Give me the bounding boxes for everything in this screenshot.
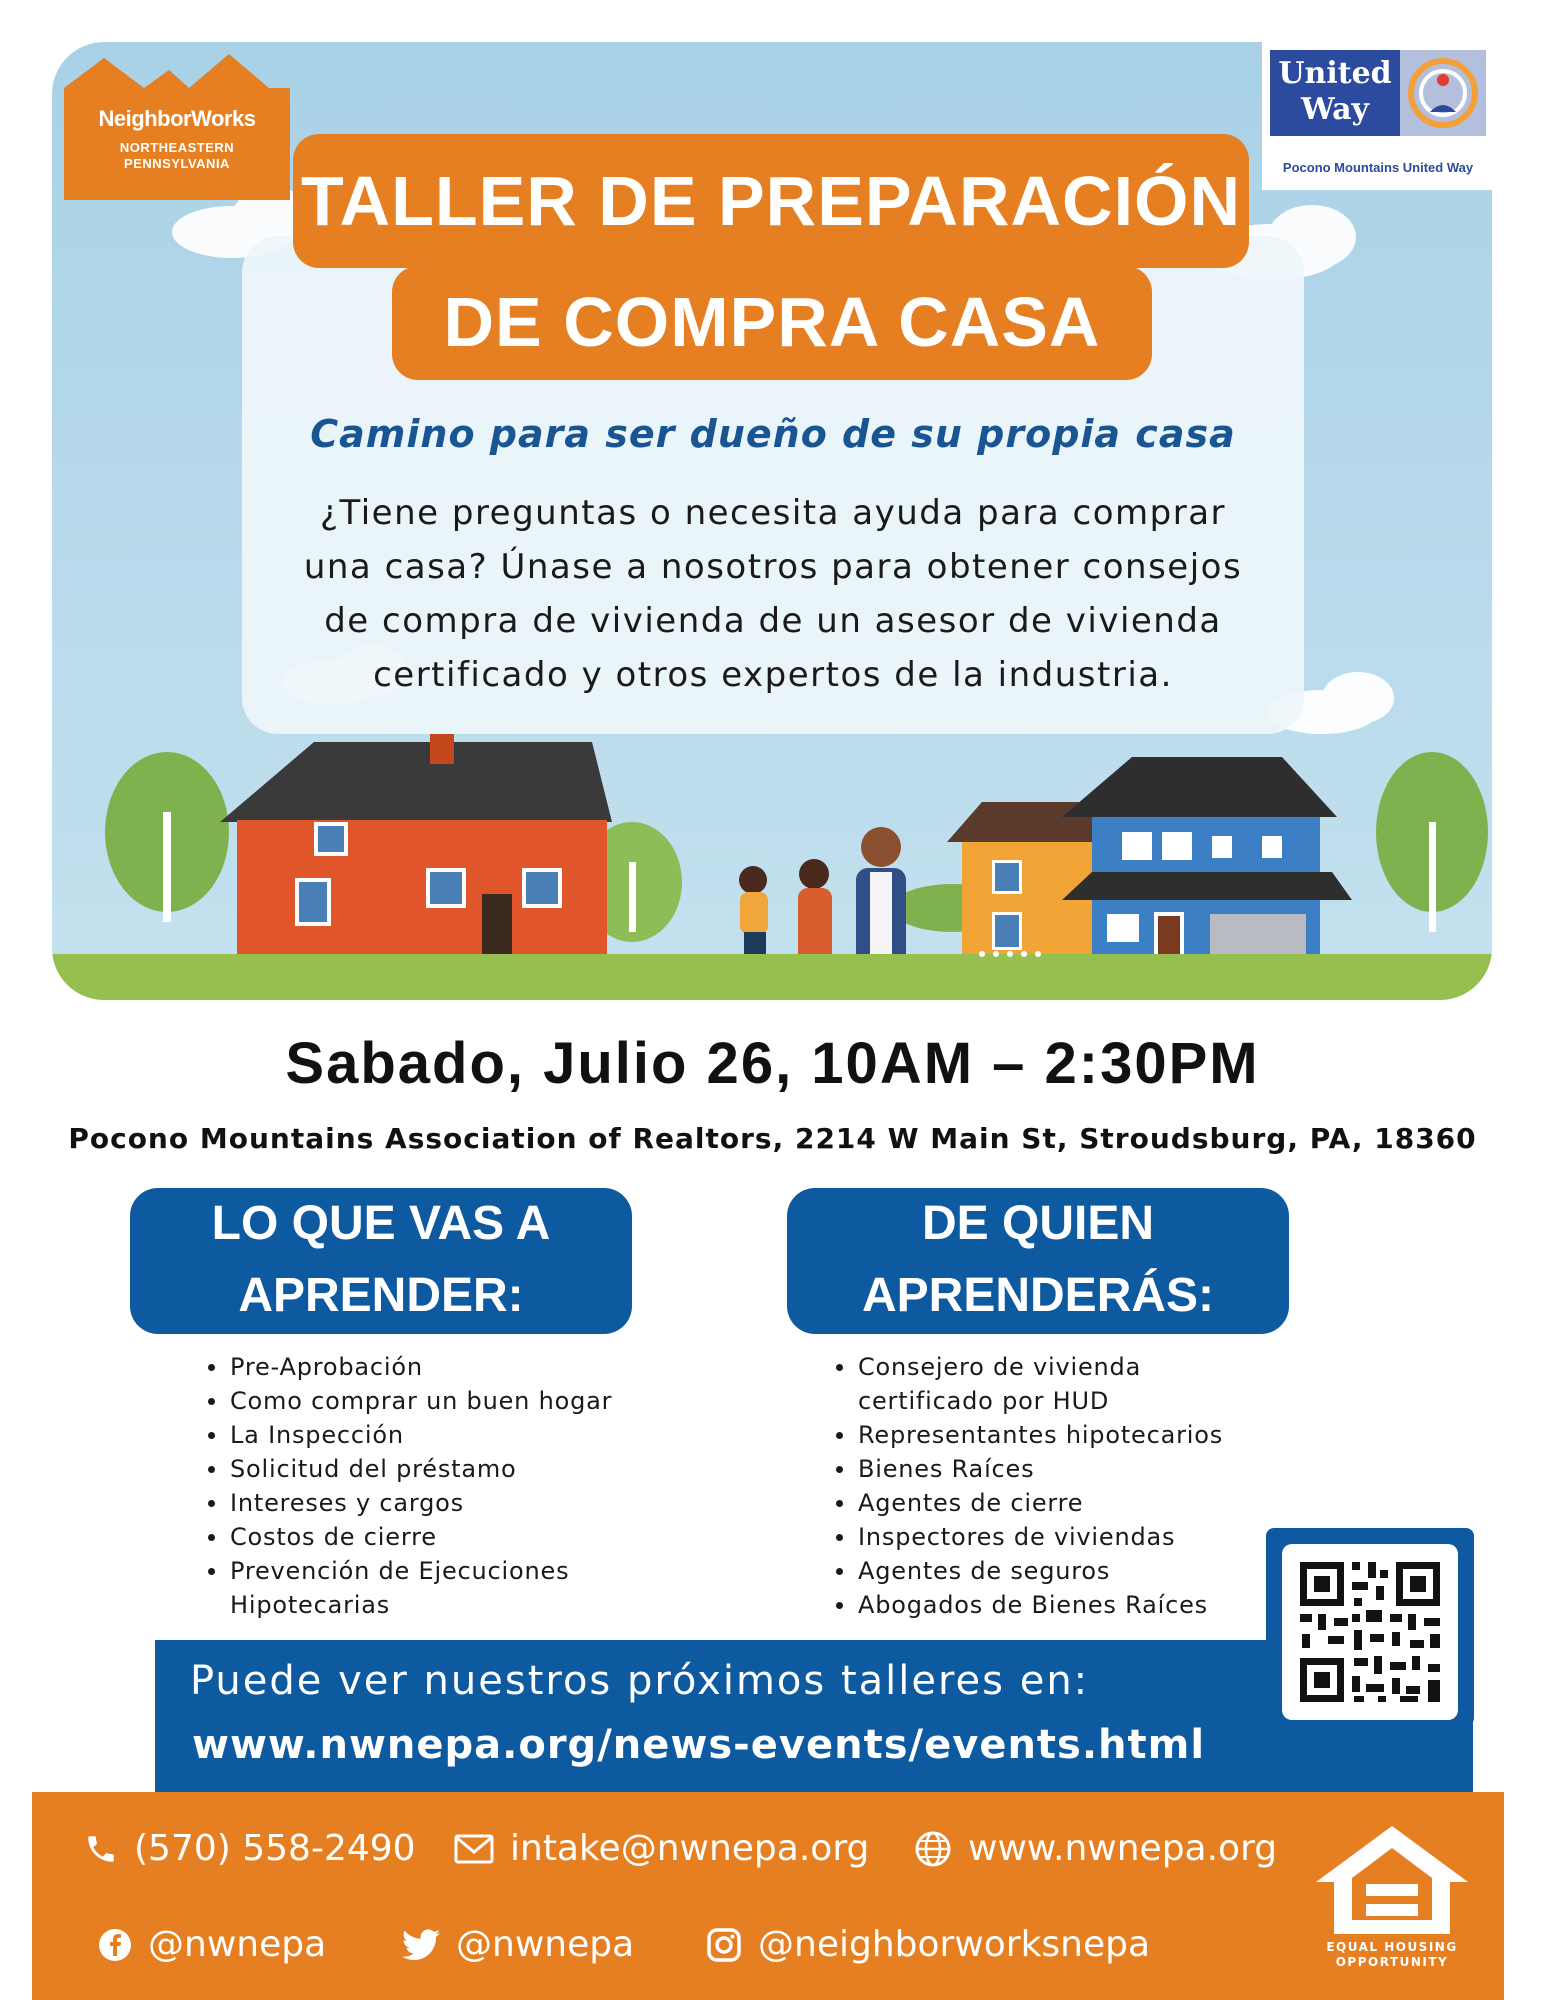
- list-item: Costos de cierre: [202, 1520, 642, 1554]
- phone-icon: [84, 1832, 118, 1866]
- list-item: Agentes de seguros: [830, 1554, 1270, 1588]
- eho-line-2: OPPORTUNITY: [1335, 1955, 1449, 1969]
- list-item: Bienes Raíces: [830, 1452, 1270, 1486]
- united-way-symbol-icon: [1400, 50, 1486, 136]
- footer-instagram[interactable]: [706, 1924, 1150, 1965]
- learn-list: [202, 1350, 642, 1622]
- event-address: Pocono Mountains Association of Realtors, 2214 W Main St, Stroudsburg, PA, 18360: [68, 1122, 1477, 1155]
- footer-instagram-text: @neighborworksnepa: [758, 1924, 1151, 1965]
- region-line-2: PENNSYLVANIA: [124, 156, 230, 171]
- list-item: Inspectores de viviendas: [830, 1520, 1270, 1554]
- list-item: Como comprar un buen hogar: [202, 1384, 642, 1418]
- list-item: La Inspección: [202, 1418, 642, 1452]
- united-way-logo: [1262, 42, 1494, 190]
- footer-twitter[interactable]: [402, 1924, 634, 1965]
- presenters-list: [830, 1350, 1270, 1622]
- list-item: Solicitud del préstamo: [202, 1452, 642, 1486]
- intro-line-1: ¿Tiene preguntas o necesita ayuda para comprar: [319, 493, 1227, 533]
- eho-line-1: EQUAL HOUSING: [1326, 1940, 1458, 1954]
- footer-facebook-text: @nwnepa: [148, 1924, 327, 1965]
- neighborworks-logo: [64, 48, 290, 200]
- subtitle: Camino para ser dueño de su propia casa: [310, 412, 1236, 456]
- footer-website[interactable]: [914, 1828, 1277, 1869]
- learn-heading: [130, 1188, 632, 1334]
- qr-code-icon[interactable]: [1282, 1544, 1458, 1720]
- title-line-2: DE COMPRA CASA: [392, 266, 1152, 380]
- title-line-1: TALLER DE PREPARACIÓN: [293, 134, 1249, 268]
- equal-housing-text: [1302, 1940, 1482, 1970]
- footer: [32, 1792, 1504, 2000]
- footer-phone-text: (570) 558-2490: [134, 1828, 416, 1869]
- intro-line-2: una casa? Únase a nosotros para obtener consejos: [303, 547, 1243, 587]
- footer-facebook[interactable]: [98, 1924, 326, 1965]
- intro-text: [282, 486, 1264, 702]
- list-item: Abogados de Bienes Raíces: [830, 1588, 1270, 1622]
- facebook-icon: [98, 1928, 132, 1962]
- intro-line-4: certificado y otros expertos de la industria.: [373, 655, 1173, 695]
- learn-heading-line-1: LO QUE VAS A: [211, 1197, 551, 1250]
- footer-email[interactable]: [454, 1828, 869, 1869]
- footer-twitter-text: @nwnepa: [456, 1924, 635, 1965]
- neighborworks-region: [64, 140, 290, 172]
- list-item: Pre-Aprobación: [202, 1350, 642, 1384]
- twitter-icon: [402, 1929, 440, 1961]
- presenters-heading-line-1: DE QUIEN: [921, 1197, 1155, 1250]
- region-line-1: NORTHEASTERN: [119, 140, 235, 155]
- globe-icon: [914, 1830, 952, 1868]
- list-item: Consejero de vivienda certificado por HUD: [830, 1350, 1270, 1418]
- united-way-caption: Pocono Mountains United Way: [1282, 160, 1474, 175]
- footer-phone[interactable]: [84, 1828, 416, 1869]
- cta-url-link[interactable]: www.nwnepa.org/news-events/events.html: [192, 1722, 1206, 1768]
- cta-text: Puede ver nuestros próximos talleres en:: [190, 1658, 1090, 1704]
- intro-line-3: de compra de vivienda de un asesor de vivienda: [324, 601, 1222, 641]
- learn-heading-line-2: APRENDER:: [238, 1269, 524, 1322]
- united-way-line-1: United: [1278, 56, 1392, 91]
- footer-email-text: intake@nwnepa.org: [510, 1828, 870, 1869]
- presenters-heading: [787, 1188, 1289, 1334]
- list-item: Agentes de cierre: [830, 1486, 1270, 1520]
- instagram-icon: [706, 1927, 742, 1963]
- list-item: Representantes hipotecarios: [830, 1418, 1270, 1452]
- footer-website-text: www.nwnepa.org: [968, 1828, 1278, 1869]
- event-date-time: Sabado, Julio 26, 10AM – 2:30PM: [285, 1031, 1260, 1096]
- list-item: Prevención de Ejecuciones Hipotecarias: [202, 1554, 642, 1622]
- united-way-wordmark: [1270, 50, 1400, 136]
- presenters-heading-line-2: APRENDERÁS:: [861, 1269, 1215, 1322]
- list-item: Intereses y cargos: [202, 1486, 642, 1520]
- neighborworks-brand: NeighborWorks: [98, 106, 256, 131]
- united-way-line-2: Way: [1301, 92, 1369, 127]
- mail-icon: [454, 1833, 494, 1865]
